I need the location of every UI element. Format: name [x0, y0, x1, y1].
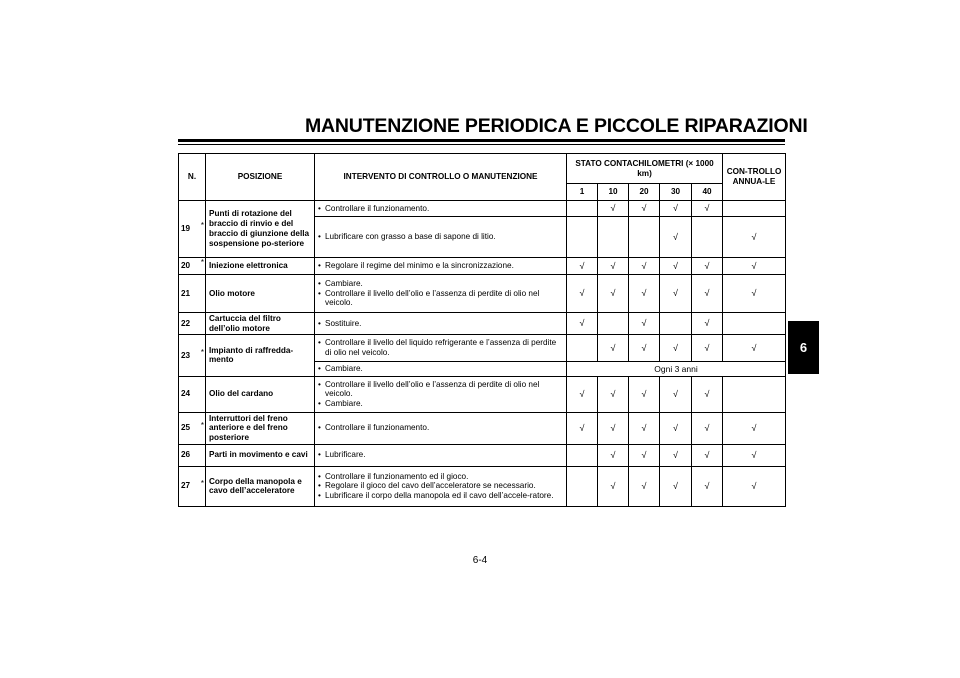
check-mark — [567, 201, 598, 217]
check-mark: √ — [723, 444, 786, 466]
header-stato-contachilometri: STATO CONTACHILOMETRI (× 1000 km) — [567, 154, 723, 184]
check-mark: √ — [723, 217, 786, 258]
operation-item: • Regolare il regime del minimo e la sincronizzazione. — [318, 261, 563, 271]
check-mark: √ — [598, 201, 629, 217]
operation-item: • Controllare il funzionamento. — [318, 204, 563, 214]
row-number: 20 — [181, 261, 191, 271]
check-mark — [567, 466, 598, 506]
operation-cell — [315, 217, 567, 258]
position-label: Cartuccia del filtro dell’olio motore — [206, 313, 315, 335]
check-mark — [567, 335, 598, 362]
row-number: 27 — [181, 481, 191, 491]
row-number: 25 — [181, 423, 191, 433]
check-mark: √ — [598, 466, 629, 506]
check-mark: √ — [692, 258, 723, 275]
check-mark: √ — [567, 412, 598, 444]
operation-item: • Sostituire. — [318, 319, 563, 329]
position-label: Interruttori del freno anteriore e del freno posteriore — [206, 412, 315, 444]
operation-item: • Lubrificare. — [318, 450, 563, 460]
row-number-cell — [179, 201, 206, 258]
page-title: MANUTENZIONE PERIODICA E PICCOLE RIPARAZIONI — [305, 115, 808, 137]
check-mark: √ — [692, 466, 723, 506]
operation-cell — [315, 275, 567, 313]
check-mark: √ — [660, 275, 692, 313]
row-number: 24 — [181, 389, 191, 399]
check-mark: √ — [567, 258, 598, 275]
check-mark: √ — [567, 313, 598, 335]
row-number-cell — [179, 444, 206, 466]
table-row — [179, 313, 786, 335]
header-controllo-annuale: CON-TROLLO ANNUA-LE — [723, 154, 786, 201]
check-mark: √ — [660, 466, 692, 506]
check-mark: √ — [629, 335, 660, 362]
check-mark: √ — [692, 201, 723, 217]
check-mark: √ — [723, 258, 786, 275]
check-mark: √ — [660, 217, 692, 258]
operation-item: • Controllare il livello del liquido refrigerante e l’assenza di perdite di olio nel veicolo. — [318, 338, 563, 358]
row-number: 21 — [181, 288, 191, 298]
operation-item: • Cambiare. — [318, 399, 563, 409]
header-km-40: 40 — [692, 184, 723, 201]
header-rule-thick — [178, 139, 785, 142]
check-mark — [598, 217, 629, 258]
operation-item: • Controllare il livello dell’olio e l’assenza di perdite di olio nel veicolo. — [318, 289, 563, 309]
operation-item: • Lubrificare il corpo della manopola ed il cavo dell’accele-ratore. — [318, 491, 563, 501]
check-mark: √ — [629, 376, 660, 412]
page-number: 6-4 — [472, 555, 488, 566]
operation-item: • Lubrificare con grasso a base di sapone di litio. — [318, 232, 563, 242]
row-number: 26 — [181, 450, 191, 460]
check-mark: √ — [723, 466, 786, 506]
operation-item: • Regolare il gioco del cavo dell’acceleratore se necessario. — [318, 481, 563, 491]
row-number-cell — [179, 376, 206, 412]
table-row — [179, 275, 786, 313]
table-row — [179, 412, 786, 444]
table-row — [179, 376, 786, 412]
table-row — [179, 444, 786, 466]
check-mark: √ — [629, 466, 660, 506]
row-number-cell — [179, 412, 206, 444]
operation-cell — [315, 201, 567, 217]
operation-cell — [315, 258, 567, 275]
table-body — [179, 201, 786, 507]
position-label: Iniezione elettronica — [206, 258, 315, 275]
header-km-20: 20 — [629, 184, 660, 201]
check-mark: √ — [598, 275, 629, 313]
operation-item: • Cambiare. — [318, 279, 563, 289]
dealer-asterisk: * — [200, 478, 204, 488]
check-mark: √ — [598, 335, 629, 362]
check-mark: √ — [598, 258, 629, 275]
operation-item: • Cambiare. — [318, 364, 563, 374]
check-mark: √ — [567, 275, 598, 313]
check-mark: √ — [723, 335, 786, 362]
operation-cell — [315, 466, 567, 506]
operation-cell — [315, 362, 567, 377]
header-km-30: 30 — [660, 184, 692, 201]
row-number: 22 — [181, 318, 191, 328]
check-mark: √ — [692, 412, 723, 444]
check-mark — [723, 201, 786, 217]
position-label: Olio motore — [206, 275, 315, 313]
position-label: Impianto di raffredda-mento — [206, 335, 315, 377]
check-mark: √ — [629, 412, 660, 444]
check-mark — [723, 313, 786, 335]
interval-note: Ogni 3 anni — [567, 362, 786, 377]
operation-cell — [315, 444, 567, 466]
operation-cell — [315, 313, 567, 335]
header-posizione: POSIZIONE — [206, 154, 315, 201]
row-number-cell — [179, 335, 206, 377]
operation-cell — [315, 412, 567, 444]
check-mark: √ — [660, 412, 692, 444]
check-mark: √ — [598, 412, 629, 444]
row-number: 19 — [181, 224, 191, 234]
operation-item: • Controllare il funzionamento ed il gioco. — [318, 472, 563, 482]
operation-item: • Controllare il livello dell’olio e l’assenza di perdite di olio nel veicolo. — [318, 380, 563, 400]
position-label: Parti in movimento e cavi — [206, 444, 315, 466]
dealer-asterisk: * — [200, 420, 204, 430]
check-mark: √ — [629, 313, 660, 335]
check-mark: √ — [660, 376, 692, 412]
position-label: Punti di rotazione del braccio di rinvio e del braccio di giunzione della sospensione po-steriore — [206, 201, 315, 258]
check-mark: √ — [692, 313, 723, 335]
check-mark: √ — [692, 275, 723, 313]
check-mark — [660, 313, 692, 335]
check-mark: √ — [660, 335, 692, 362]
row-number-cell — [179, 313, 206, 335]
check-mark: √ — [692, 376, 723, 412]
row-number-cell — [179, 258, 206, 275]
header-n: N. — [179, 154, 206, 201]
row-number-cell — [179, 466, 206, 506]
dealer-asterisk: * — [200, 347, 204, 357]
check-mark — [629, 217, 660, 258]
check-mark — [598, 313, 629, 335]
check-mark: √ — [692, 444, 723, 466]
check-mark: √ — [723, 275, 786, 313]
check-mark: √ — [629, 444, 660, 466]
table-row — [179, 466, 786, 506]
header-intervento: INTERVENTO DI CONTROLLO O MANUTENZIONE — [315, 154, 567, 201]
check-mark: √ — [598, 376, 629, 412]
check-mark — [567, 444, 598, 466]
check-mark: √ — [598, 444, 629, 466]
check-mark: √ — [692, 335, 723, 362]
check-mark: √ — [660, 444, 692, 466]
operation-item: • Controllare il funzionamento. — [318, 423, 563, 433]
check-mark: √ — [629, 258, 660, 275]
maintenance-table — [178, 153, 786, 507]
header-km-1: 1 — [567, 184, 598, 201]
check-mark: √ — [629, 275, 660, 313]
dealer-asterisk: * — [200, 221, 204, 231]
operation-cell — [315, 376, 567, 412]
position-label: Corpo della manopola e cavo dell’acceleratore — [206, 466, 315, 506]
check-mark — [692, 217, 723, 258]
row-number-cell — [179, 275, 206, 313]
check-mark: √ — [629, 201, 660, 217]
table-row — [179, 335, 786, 362]
position-label: Olio del cardano — [206, 376, 315, 412]
header-rule-thin — [178, 144, 785, 145]
row-number: 23 — [181, 350, 191, 360]
check-mark: √ — [660, 258, 692, 275]
operation-cell — [315, 335, 567, 362]
check-mark — [723, 376, 786, 412]
header-km-10: 10 — [598, 184, 629, 201]
check-mark: √ — [567, 376, 598, 412]
chapter-tab: 6 — [788, 321, 819, 374]
table-row — [179, 258, 786, 275]
check-mark: √ — [660, 201, 692, 217]
dealer-asterisk: * — [200, 258, 204, 268]
check-mark — [567, 217, 598, 258]
table-row — [179, 201, 786, 217]
check-mark: √ — [723, 412, 786, 444]
